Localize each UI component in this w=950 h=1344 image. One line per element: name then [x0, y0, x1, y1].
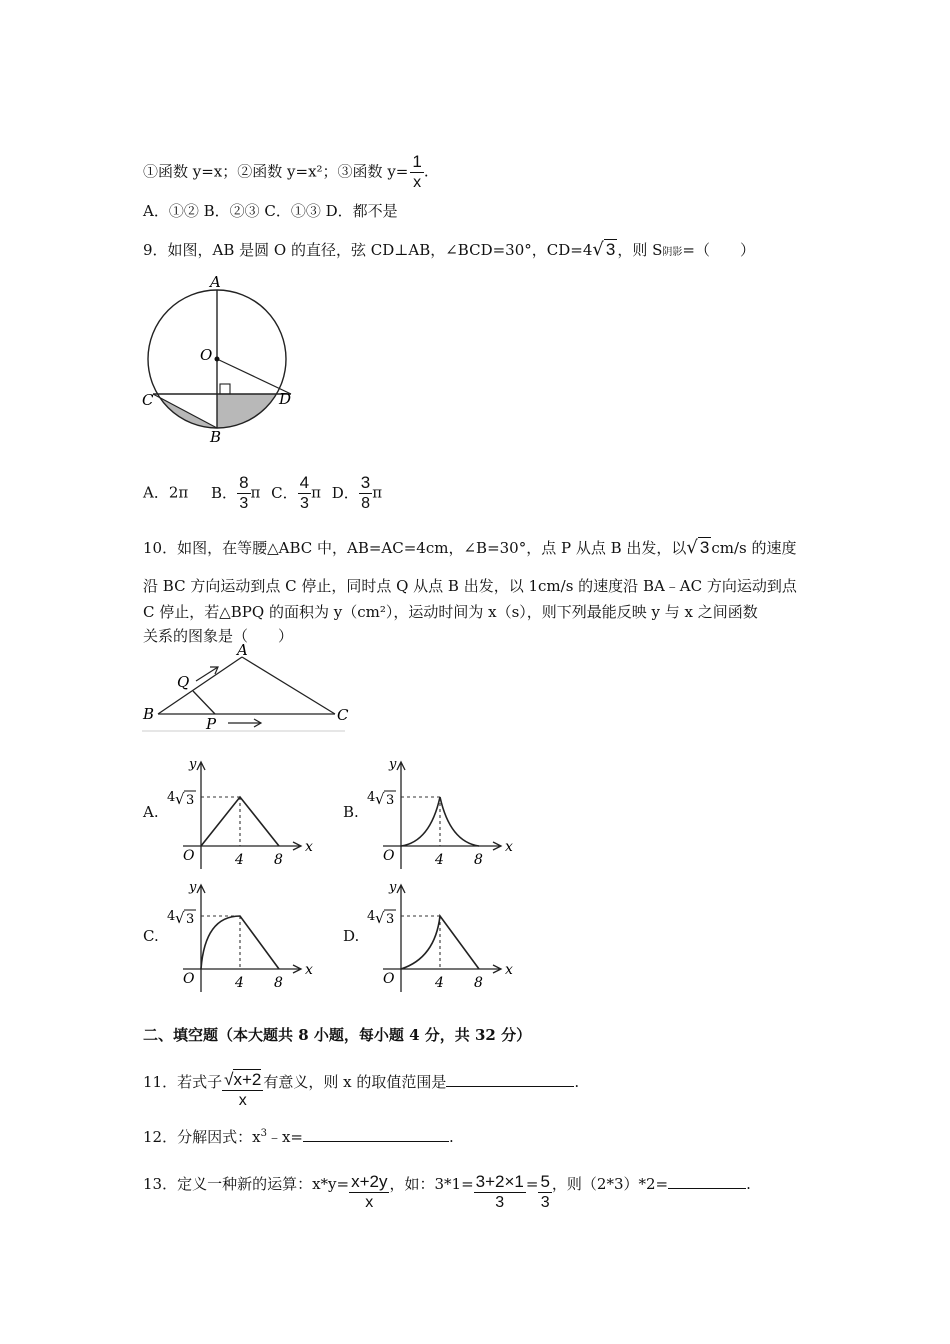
svg-text:3: 3	[186, 912, 195, 927]
svg-text:√: √	[175, 909, 185, 927]
q12-line: 12．分解因式：$x^3﹣x=$ .	[143, 1128, 454, 1146]
q13-result-fraction: $\frac{5}{3}$	[540, 1172, 550, 1211]
label-a: A	[210, 273, 221, 291]
graph-c-label: C.	[143, 927, 159, 945]
svg-text:x: x	[505, 839, 513, 855]
graph-a-label: A.	[143, 803, 159, 821]
q12-answer-blank[interactable]	[303, 1127, 449, 1142]
svg-text:4: 4	[167, 790, 176, 805]
svg-text:4: 4	[435, 975, 444, 991]
svg-text:O: O	[383, 848, 395, 864]
svg-text:4: 4	[167, 909, 176, 924]
q9-options: A．2π B． $\frac{8}{3}$ π C． $\frac{4}{3}$ π D． $\frac{3}{8}$ π	[143, 473, 383, 512]
center-dot	[215, 357, 220, 362]
q13-definition-fraction: $\frac{x+2y}{x}$	[351, 1172, 388, 1211]
graph-a	[165, 757, 315, 875]
svg-text:3: 3	[386, 793, 395, 808]
svg-text:y: y	[389, 880, 397, 895]
q13-example-fraction: $\frac{3+2\times 1}{3}$	[475, 1172, 524, 1211]
svg-text:x: x	[305, 839, 313, 855]
svg-text:x: x	[505, 962, 513, 978]
label-c: C	[142, 391, 154, 409]
svg-text:√: √	[375, 790, 385, 808]
segment-od	[217, 359, 291, 394]
q11-answer-blank[interactable]	[446, 1072, 574, 1087]
svg-text:4: 4	[367, 790, 376, 805]
q9-circle-figure	[140, 270, 300, 450]
graph-b	[365, 757, 515, 875]
section-2-title: 二、填空题（本大题共 8 小题，每小题 4 分，共 32 分）	[143, 1026, 532, 1044]
side-ac	[242, 657, 335, 714]
arrow-q-icon	[196, 667, 218, 681]
label-q: Q	[177, 673, 190, 691]
label-b: B	[143, 705, 155, 723]
q10-line1: 10．如图，在等腰△ABC 中，AB=AC=4cm，∠B=30°，点 P 从点 B 出发，以√ 3 cm/s 的速度	[143, 537, 797, 558]
sqrt-symbol: √ 3	[686, 537, 710, 558]
q13-answer-blank[interactable]	[668, 1174, 746, 1189]
side-ba	[158, 657, 242, 714]
q10-line4: 关系的图象是（ ）	[143, 627, 294, 645]
svg-text:y: y	[189, 757, 197, 772]
q11-fraction: $\frac{√x+2}{x}$	[224, 1070, 262, 1109]
svg-text:4: 4	[435, 852, 444, 868]
right-angle-mark	[220, 384, 230, 394]
svg-text:8: 8	[274, 975, 283, 991]
svg-text:4: 4	[235, 975, 244, 991]
option-b-fraction: $\frac{8}{3}$	[239, 473, 249, 512]
label-o: O	[200, 346, 213, 364]
svg-text:√: √	[375, 909, 385, 927]
q9-stem: 9．如图，AB 是圆 O 的直径，弦 CD⊥AB，∠BCD=30°，CD=4√ 3 ，则 S阴影=（ ）	[143, 239, 755, 260]
q10-line2: 沿 BC 方向运动到点 C 停止，同时点 Q 从点 B 出发，以 1cm/s 的速度沿 BA﹣AC 方向运动到点	[143, 577, 797, 595]
label-c: C	[337, 706, 349, 724]
svg-text:√: √	[175, 790, 185, 808]
q10-triangle-figure	[140, 643, 350, 733]
svg-text:3: 3	[386, 912, 395, 927]
svg-text:O: O	[383, 971, 395, 987]
svg-text:O: O	[183, 971, 195, 987]
graph-d-label: D.	[343, 927, 360, 945]
q8-options: A．①② B．②③ C．①③ D．都不是	[143, 202, 398, 220]
svg-text:y: y	[189, 880, 197, 895]
q13-line: 13．定义一种新的运算：x*y= $\frac{x+2y}{x}$ ，如：3*1= $\frac{3+2\times 1}{3}$ = $\frac{5}{3}$ ，则（2*3）*2= .	[143, 1172, 751, 1211]
svg-text:8: 8	[274, 852, 283, 868]
label-d: D	[279, 390, 292, 408]
option-d-fraction: $\frac{3}{8}$	[360, 473, 371, 512]
graph-c	[165, 880, 315, 998]
svg-text:8: 8	[474, 852, 483, 868]
label-a: A	[237, 643, 248, 659]
svg-text:4: 4	[367, 909, 376, 924]
label-b: B	[210, 428, 222, 446]
sqrt-symbol: √ 3	[592, 239, 616, 260]
q10-line3: C 停止，若△BPQ 的面积为 y（cm²），运动时间为 x（s），则下列最能反映 y 与 x 之间函数	[143, 603, 758, 621]
svg-text:x: x	[305, 962, 313, 978]
option-c-fraction: $\frac{4}{3}$	[299, 473, 310, 512]
svg-text:8: 8	[474, 975, 483, 991]
svg-text:4: 4	[235, 852, 244, 868]
graph-d	[365, 880, 515, 998]
svg-text:y: y	[389, 757, 397, 772]
q8-line: ①函数 y=x；②函数 y=x²；③函数 y= $\frac{1}{x}$ .	[143, 152, 429, 191]
svg-text:3: 3	[186, 793, 195, 808]
segment-qp	[193, 691, 215, 714]
graph-b-label: B.	[343, 803, 359, 821]
q8-fraction: $\frac{1}{x}$	[412, 152, 422, 191]
q11-line: 11．若式子 $\frac{√x+2}{x}$ 有意义，则 x 的取值范围是 .	[143, 1070, 580, 1109]
label-p: P	[206, 715, 217, 733]
q8-text: ①函数 y=x；②函数 y=x²；③函数 y=	[143, 162, 409, 181]
svg-text:O: O	[183, 848, 195, 864]
